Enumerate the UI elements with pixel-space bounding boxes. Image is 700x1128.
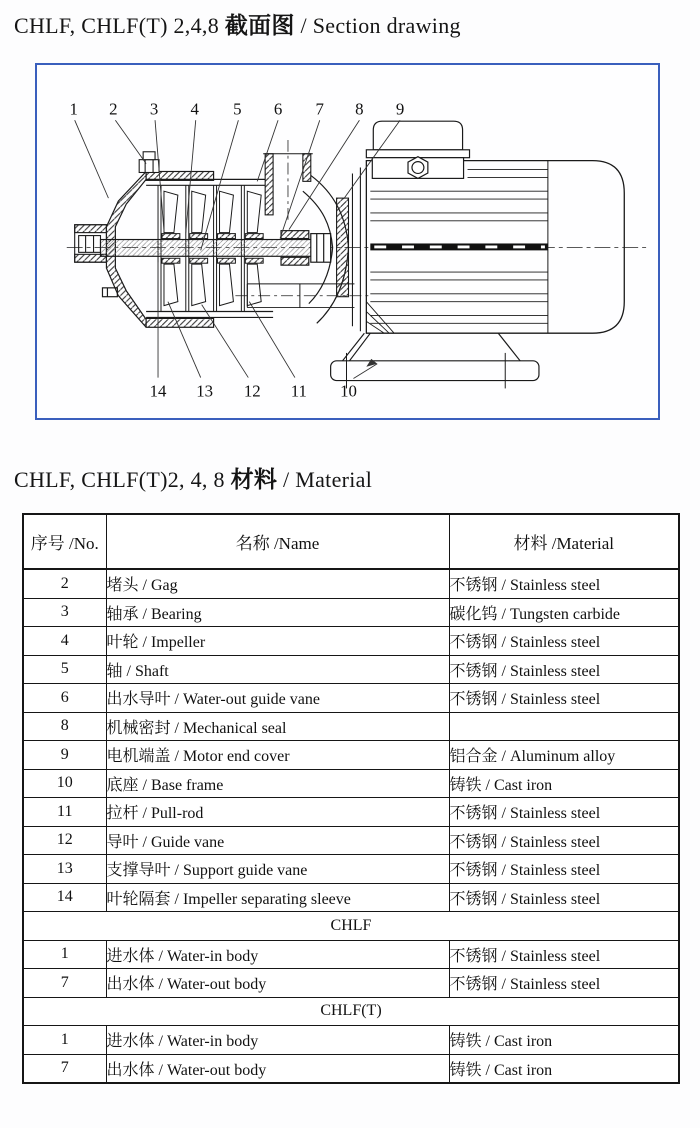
callout-8: 8 [355, 99, 364, 119]
page-title-material [14, 461, 372, 494]
table-cell-material: 不锈钢 / Stainless steel [449, 684, 679, 713]
table-cell-name: 进水体 / Water-in body [106, 940, 449, 969]
table-cell-name: 拉杆 / Pull-rod [106, 798, 449, 827]
base-frame [331, 333, 539, 388]
table-cell-no: 3 [23, 598, 106, 627]
table-row [23, 569, 679, 598]
table-cell-no: 2 [23, 569, 106, 598]
callout-3: 3 [149, 99, 159, 119]
pump-shaft [100, 231, 330, 266]
table-cell-material: 不锈钢 / Stainless steel [449, 826, 679, 855]
table-cell-no: 6 [23, 684, 106, 713]
table-cell-no: 7 [23, 969, 106, 998]
table-cell-material: 不锈钢 / Stainless steel [449, 969, 679, 998]
table-row [23, 1054, 679, 1083]
material-table-header [23, 514, 679, 569]
title-en-text: / Material [277, 467, 373, 492]
table-cell-name: 进水体 / Water-in body [106, 1026, 449, 1055]
title-zh-text: 材料 [230, 467, 278, 492]
table-row [23, 826, 679, 855]
table-cell-material: 碳化钨 / Tungsten carbide [449, 598, 679, 627]
table-cell-no: 5 [23, 655, 106, 684]
table-row [23, 798, 679, 827]
table-cell-material: 不锈钢 / Stainless steel [449, 655, 679, 684]
table-section-label: CHLF [23, 912, 679, 941]
table-cell-material: 不锈钢 / Stainless steel [449, 940, 679, 969]
table-cell-no: 11 [23, 798, 106, 827]
table-row [23, 855, 679, 884]
callout-7: 7 [315, 99, 324, 119]
callout-6: 6 [273, 99, 283, 119]
col-header-name: 名称 /Name [106, 514, 449, 569]
table-cell-name: 电机端盖 / Motor end cover [106, 741, 449, 770]
table-cell-no: 1 [23, 940, 106, 969]
table-cell-no: 8 [23, 712, 106, 741]
table-cell-name: 底座 / Base frame [106, 769, 449, 798]
section-drawing-frame [35, 63, 660, 420]
gag-bolt [139, 152, 159, 173]
table-cell-no: 4 [23, 627, 106, 656]
callout-11: 11 [290, 381, 308, 401]
table-row [23, 627, 679, 656]
table-row [23, 684, 679, 713]
table-cell-name: 轴承 / Bearing [106, 598, 449, 627]
material-table [22, 513, 680, 1084]
col-header-no: 序号 /No. [23, 514, 106, 569]
table-cell-material: 不锈钢 / Stainless steel [449, 569, 679, 598]
table-cell-name: 出水体 / Water-out body [106, 969, 449, 998]
table-row [23, 712, 679, 741]
table-cell-no: 13 [23, 855, 106, 884]
table-row [23, 741, 679, 770]
table-cell-material: 铸铁 / Cast iron [449, 769, 679, 798]
table-row [23, 598, 679, 627]
table-row [23, 940, 679, 969]
table-cell-material: 不锈钢 / Stainless steel [449, 627, 679, 656]
table-cell-name: 出水体 / Water-out body [106, 1054, 449, 1083]
table-cell-name: 机械密封 / Mechanical seal [106, 712, 449, 741]
table-cell-material: 铸铁 / Cast iron [449, 1026, 679, 1055]
col-header-material: 材料 /Material [449, 514, 679, 569]
table-cell-material: 铝合金 / Aluminum alloy [449, 741, 679, 770]
callout-4: 4 [190, 99, 199, 119]
callout-9: 9 [395, 99, 405, 119]
table-row [23, 883, 679, 912]
table-cell-material: 不锈钢 / Stainless steel [449, 883, 679, 912]
title-zh-text: 截面图 [224, 13, 295, 38]
table-cell-name: 导叶 / Guide vane [106, 826, 449, 855]
table-cell-name: 轴 / Shaft [106, 655, 449, 684]
callout-13: 13 [196, 381, 214, 401]
table-cell-name: 堵头 / Gag [106, 569, 449, 598]
page-title-section-drawing [14, 7, 461, 40]
title-en-text: / Section drawing [294, 13, 461, 38]
table-row [23, 769, 679, 798]
terminal-box [366, 121, 469, 178]
table-section-row [23, 997, 679, 1026]
callout-10: 10 [340, 381, 357, 401]
cable-gland-icon [408, 157, 428, 179]
callout-12: 12 [243, 381, 261, 401]
table-row [23, 1026, 679, 1055]
table-cell-no: 14 [23, 883, 106, 912]
material-table-body [23, 569, 679, 1083]
callout-5: 5 [233, 99, 242, 119]
table-row [23, 655, 679, 684]
title-model-text: CHLF, CHLF(T) 2,4,8 [14, 13, 225, 38]
callout-1: 1 [69, 99, 78, 119]
table-cell-name: 叶轮 / Impeller [106, 627, 449, 656]
title-model-text: CHLF, CHLF(T)2, 4, 8 [14, 467, 231, 492]
table-cell-material [449, 712, 679, 741]
callout-14: 14 [149, 381, 167, 401]
table-cell-no: 1 [23, 1026, 106, 1055]
pump-section-drawing [37, 65, 658, 418]
table-cell-material: 不锈钢 / Stainless steel [449, 855, 679, 884]
table-section-row [23, 912, 679, 941]
table-cell-name: 支撑导叶 / Support guide vane [106, 855, 449, 884]
table-row [23, 969, 679, 998]
table-cell-name: 叶轮隔套 / Impeller separating sleeve [106, 883, 449, 912]
table-cell-material: 不锈钢 / Stainless steel [449, 798, 679, 827]
table-cell-no: 10 [23, 769, 106, 798]
table-section-label: CHLF(T) [23, 997, 679, 1026]
table-cell-no: 12 [23, 826, 106, 855]
table-cell-name: 出水导叶 / Water-out guide vane [106, 684, 449, 713]
motor [366, 161, 624, 334]
table-cell-material: 铸铁 / Cast iron [449, 1054, 679, 1083]
table-cell-no: 9 [23, 741, 106, 770]
table-cell-no: 7 [23, 1054, 106, 1083]
callout-2: 2 [109, 99, 118, 119]
